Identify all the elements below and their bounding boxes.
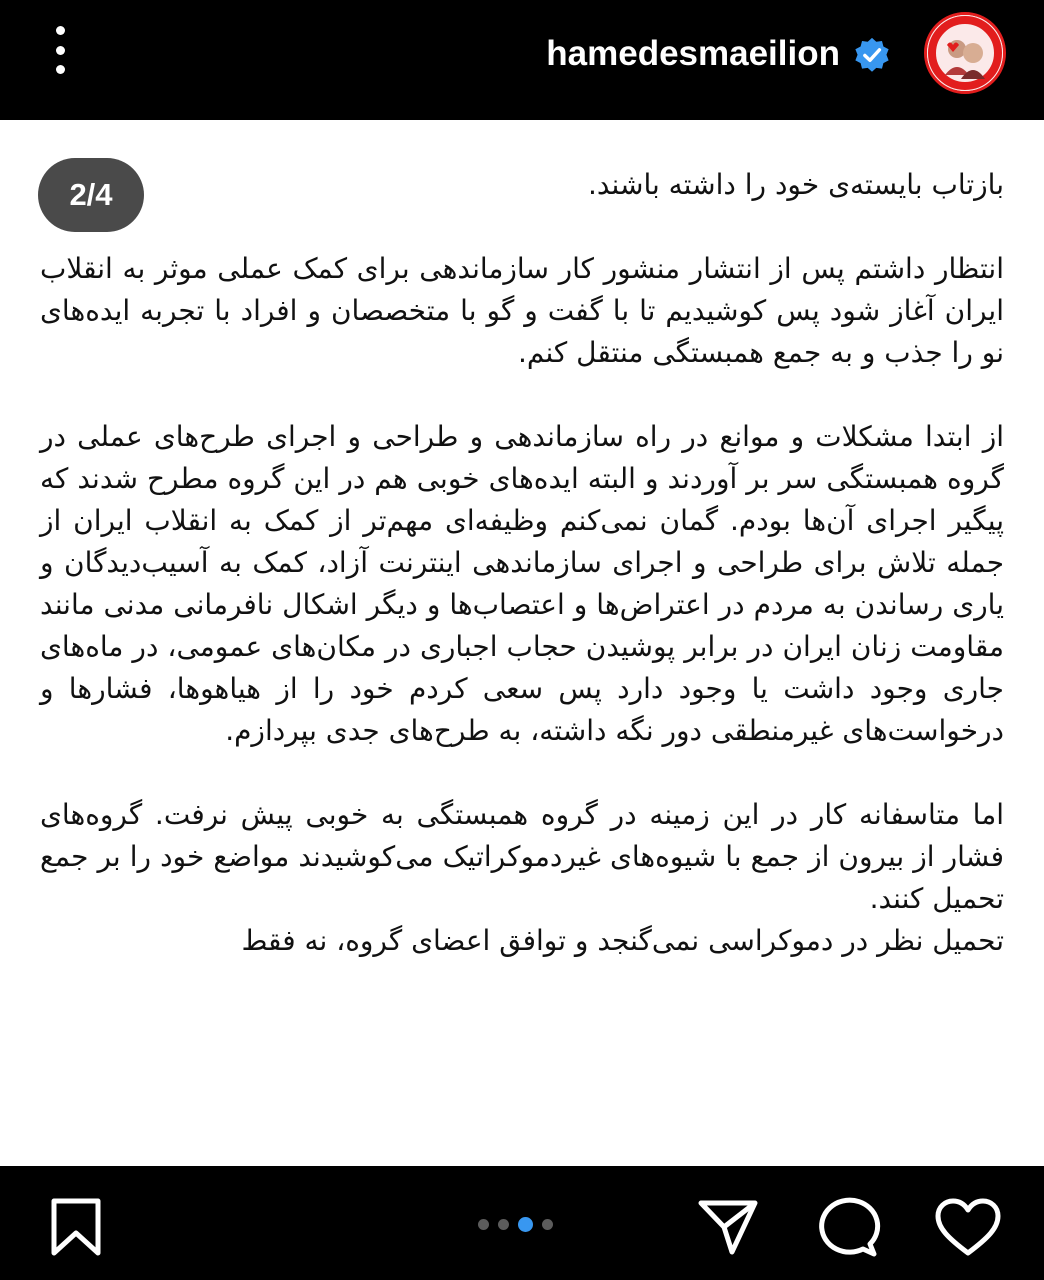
more-options-icon[interactable] — [48, 26, 72, 74]
bookmark-icon[interactable] — [48, 1197, 104, 1257]
slide-counter: 2/4 — [38, 158, 144, 232]
heart-icon[interactable] — [934, 1198, 1002, 1258]
carousel-indicator — [478, 1217, 553, 1232]
comment-icon[interactable] — [815, 1196, 881, 1260]
send-icon[interactable] — [696, 1197, 760, 1257]
verified-badge-icon — [853, 36, 891, 74]
carousel-dot — [542, 1219, 553, 1230]
carousel-dot — [478, 1219, 489, 1230]
username[interactable]: hamedesmaeilion — [546, 34, 840, 73]
profile-avatar[interactable] — [924, 12, 1006, 94]
carousel-dot — [498, 1219, 509, 1230]
post-slide[interactable] — [0, 120, 1044, 1166]
post-header — [0, 0, 1044, 120]
post-text — [40, 164, 1004, 962]
carousel-dot-active — [518, 1217, 533, 1232]
paragraph-expectation: انتظار داشتم پس از انتشار منشور کار سازماندهی برای کمک عملی موثر به انقلاب ایران آغاز شود پس کوشیدیم تا با گفت و گو با متخصصان و افراد با تجربه ایده‌های نو را جذب و به جمع همبستگی منتقل کنم. — [40, 252, 1004, 369]
avatar-image — [927, 15, 1003, 91]
paragraph-obstacles: از ابتدا مشکلات و موانع در راه سازماندهی و طراحی و اجرای طرح‌های عملی در گروه همبستگی سر بر آوردند و البته ایده‌های خوبی هم در این گروه مطرح شدند که پیگیر اجرای آن‌ها بودم. گمان نمی‌کنم وظیفه‌ای مهم‌تر از کمک به انقلاب ایران از جمله تلاش برای طراحی و اجرای سازماندهی اینترنت آزاد، کمک به آسیب‌دیدگان و یاری رساندن به مردم در اعتراض‌ها و اعتصاب‌ها و دیگر اشکال نافرمانی مدنی مانند مقاومت زنان ایران در برابر پوشیدن حجاب اجباری در مکان‌های عمومی، در ماه‌های جاری وجود داشت یا وجود دارد پس سعی کردم خود را از هیاهوها، فشارها و درخواست‌های غیرمنطقی دور نگه داشته، به طرح‌های جدی بپردازم. — [40, 420, 1004, 747]
paragraph-democracy: تحمیل نظر در دموکراسی نمی‌گنجد و توافق اعضای گروه، نه فقط — [241, 924, 1004, 957]
paragraph-setback: اما متاسفانه کار در این زمینه در گروه همبستگی به خوبی پیش نرفت. گروه‌های فشار از بیرون از جمع با شیوه‌های غیردموکراتیک می‌کوشیدند مواضع خود را بر جمع تحمیل کنند. — [40, 798, 1004, 915]
paragraph-intro: بازتاب بایسته‌ی خود را داشته باشند. — [587, 168, 1004, 201]
